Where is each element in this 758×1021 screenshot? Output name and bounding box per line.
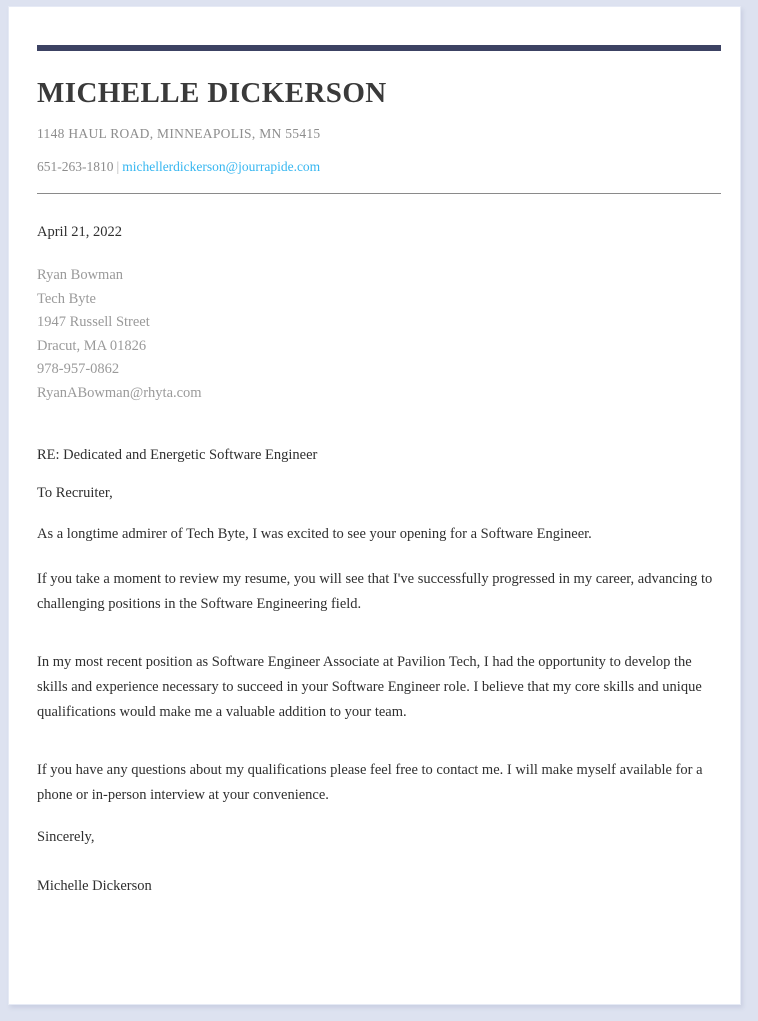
page-title: MICHELLE DICKERSON bbox=[37, 77, 387, 109]
recipient-street: 1947 Russell Street bbox=[37, 314, 150, 331]
salutation: To Recruiter, bbox=[37, 485, 113, 502]
sender-phone: 651-263-1810 bbox=[37, 159, 114, 175]
letter-date: April 21, 2022 bbox=[37, 224, 122, 241]
recipient-company: Tech Byte bbox=[37, 290, 96, 307]
body-paragraph: If you have any questions about my qualifications please feel free to contact me. I will make myself available for a phone or in-person interview at your convenience. bbox=[37, 761, 703, 803]
sender-email-link[interactable]: michellerdickerson@jourrapide.com bbox=[122, 159, 321, 175]
document-content bbox=[37, 7, 721, 895]
body-paragraph: If you take a moment to review my resume, you will see that I've successfully progressed in my career, advancing to challenging positions in the Software Engineering field. bbox=[37, 571, 713, 613]
sender-address: 1148 HAUL ROAD, MINNEAPOLIS, MN 55415 bbox=[37, 126, 321, 142]
closing-line: Sincerely, bbox=[37, 828, 95, 845]
signature-name: Michelle Dickerson bbox=[37, 877, 152, 894]
recipient-name: Ryan Bowman bbox=[37, 267, 124, 284]
body-paragraph: In my most recent position as Software Engineer Associate at Pavilion Tech, I had the opportunity to develop the skills and experience necessary to succeed in your Software Engineer role. I believe that my core skills and unique qualifications would make me a valuable addition to your team. bbox=[37, 654, 702, 720]
recipient-block bbox=[37, 264, 721, 405]
recipient-phone: 978-957-0862 bbox=[37, 361, 120, 378]
letterhead bbox=[37, 51, 721, 175]
sender-contact bbox=[37, 159, 721, 175]
recipient-email: RyanABowman@rhyta.com bbox=[37, 384, 202, 401]
header-divider bbox=[37, 193, 721, 194]
contact-separator: | bbox=[116, 159, 120, 175]
body-paragraph: As a longtime admirer of Tech Byte, I was excited to see your opening for a Software Engineer. bbox=[37, 526, 592, 543]
subject-line: RE: Dedicated and Energetic Software Engineer bbox=[37, 447, 318, 464]
document-page bbox=[8, 6, 741, 1005]
recipient-city-state-zip: Dracut, MA 01826 bbox=[37, 337, 147, 354]
